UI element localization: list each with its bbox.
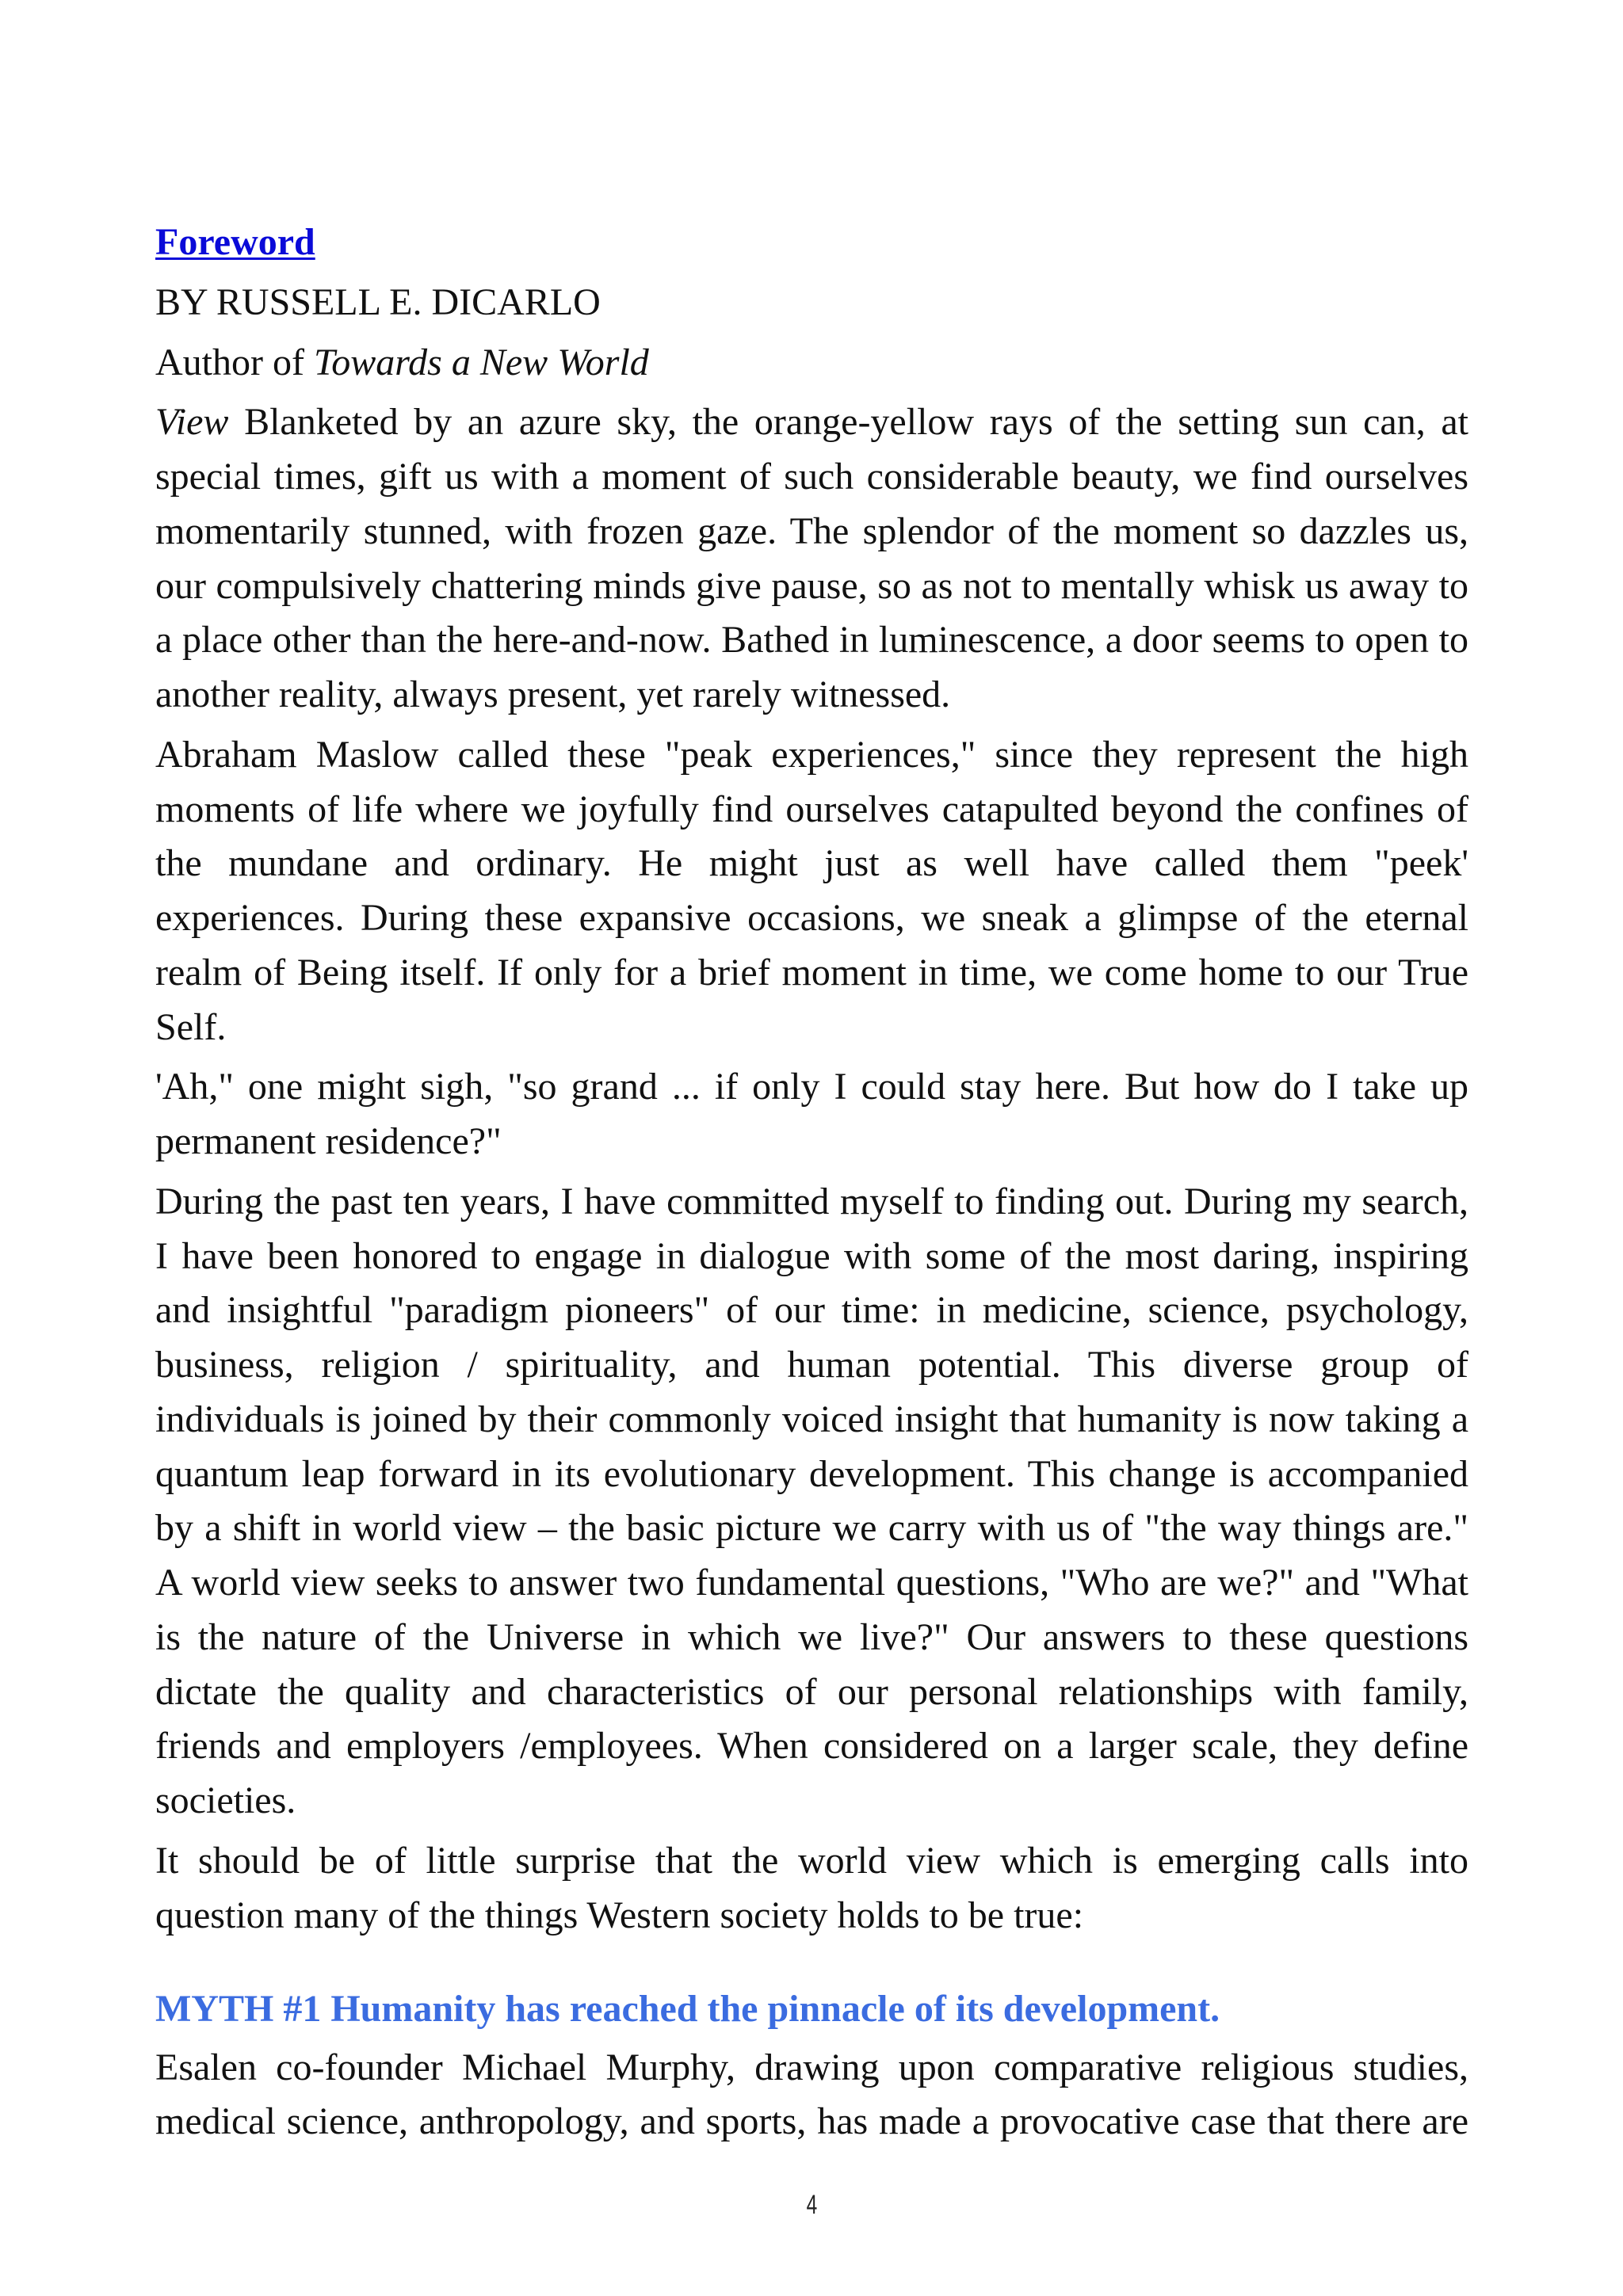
text-line: special times, gift us with a moment of such considerable beauty, we find ourselves [155,456,1468,498]
body-paragraph [155,728,1468,1055]
text-line: friends and employers /employees. When considered on a larger scale, they define [155,1725,1468,1768]
text-line: experiences. During these expansive occasions, we sneak a glimpse of the eternal [155,897,1468,939]
text-line: question many of the things Western society holds to be true: [155,1894,1084,1936]
section-heading: MYTH #1 Humanity has reached the pinnacle of its development. [155,1987,1220,2030]
text-line: permanent residence?" [155,1120,502,1162]
text-line: by a shift in world view – the basic picture we carry with us of "the way things are." [155,1507,1468,1550]
text-line: momentarily stunned, with frozen gaze. The splendor of the moment so dazzles us, [155,509,1468,552]
book-title: Towards a New World [313,341,649,383]
text-line: medical science, anthropology, and sports, has made a provocative case that there are [155,2100,1468,2143]
author-prefix: Author of [155,341,304,383]
page-number [0,2189,1623,2221]
text-line: a place other than the here-and-now. Bathed in luminescence, a door seems to open to [155,619,1468,662]
text-line: quantum leap forward in its evolutionary development. This change is accompanied [155,1452,1468,1495]
text-line: Abraham Maslow called these "peak experiences," since they represent the high [155,733,1468,776]
book-title-continuation: View [155,401,229,444]
text-line: another reality, always present, yet rarely witnessed. [155,673,951,715]
body-paragraph [155,2041,1468,2150]
body-paragraph [155,1834,1468,1943]
byline: BY RUSSELL E. DICARLO [155,280,601,323]
text-line: and insightful "paradigm pioneers" of our time: in medicine, science, psychology, [155,1289,1468,1332]
page-number-text: 4 [806,2190,817,2220]
foreword-title [155,215,1468,270]
body-paragraph [155,395,1468,723]
text-line: societies. [155,1779,296,1821]
text-line: During the past ten years, I have committed myself to finding out. During my search, [155,1180,1468,1222]
body-paragraph [155,1060,1468,1169]
text-line: It should be of little surprise that the world view which is emerging calls into [155,1839,1468,1882]
text-line: realm of Being itself. If only for a brief moment in time, we come home to our True [155,951,1468,994]
text-line [155,395,1468,450]
text-line: our compulsively chattering minds give pause, so as not to mentally whisk us away to [155,564,1468,607]
text-line: I have been honored to engage in dialogue with some of the most daring, inspiring [155,1234,1468,1277]
text-line: A world view seeks to answer two fundamental questions, "Who are we?" and "What [155,1562,1468,1604]
text-line: Esalen co-founder Michael Murphy, drawing upon comparative religious studies, [155,2046,1468,2088]
foreword-link[interactable]: Foreword [155,221,315,263]
text-line: the mundane and ordinary. He might just as well have called them "peek' [155,842,1468,885]
author-line [155,336,1468,391]
text-line: business, religion / spirituality, and human potential. This diverse group of [155,1344,1468,1386]
text-line: Self. [155,1005,227,1048]
page-content [155,215,1468,2155]
text-line: 'Ah," one might sigh, "so grand ... if only I could stay here. But how do I take up [155,1066,1468,1108]
text-line: dictate the quality and characteristics of our personal relationships with family, [155,1670,1468,1713]
text-line-content: Blanketed by an azure sky, the orange-yellow rays of the setting sun can, at [244,401,1469,444]
text-line: individuals is joined by their commonly voiced insight that humanity is now taking a [155,1398,1468,1440]
body-paragraph [155,1175,1468,1829]
text-line: moments of life where we joyfully find ourselves catapulted beyond the confines of [155,788,1468,830]
text-line: is the nature of the Universe in which we live?" Our answers to these questions [155,1615,1468,1658]
